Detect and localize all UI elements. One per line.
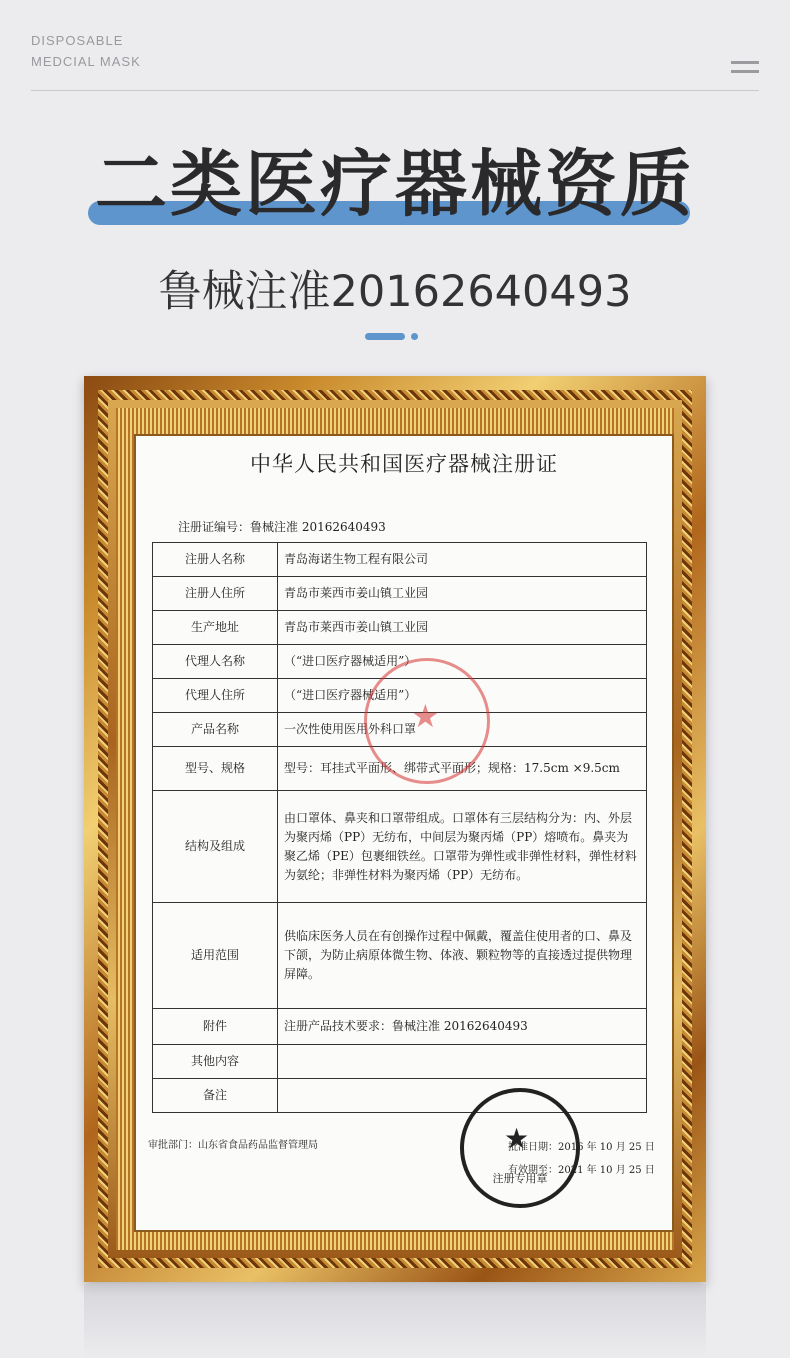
certificate-document: [134, 434, 674, 1232]
registration-subtitle: 鲁械注准20162640493: [158, 267, 632, 317]
row-key: 代理人住所: [153, 679, 278, 713]
row-key: 备注: [153, 1079, 278, 1113]
page-title: 二类医疗器械资质: [94, 142, 695, 226]
official-registration-seal: [460, 1088, 580, 1208]
row-value: 一次性使用医用外科口罩: [278, 713, 647, 747]
table-row: [153, 1079, 647, 1113]
row-value: 青岛市莱西市姜山镇工业园: [278, 577, 647, 611]
row-key: 代理人名称: [153, 645, 278, 679]
brand-line-1: DISPOSABLE: [31, 33, 124, 48]
row-value: 型号：耳挂式平面形、绑带式平面形；规格：17.5cm ×9.5cm: [278, 747, 647, 791]
seal-text: 注册专用章: [492, 1172, 548, 1185]
table-row: [153, 1045, 647, 1079]
valid-until-date: 有效期至：2021 年 10 月 25 日: [508, 1165, 655, 1176]
row-key: 注册人住所: [153, 577, 278, 611]
row-key: 产品名称: [153, 713, 278, 747]
brand-text: [31, 30, 141, 72]
row-value: 注册产品技术要求：鲁械注准 20162640493: [278, 1009, 647, 1045]
row-key: 注册人名称: [153, 543, 278, 577]
table-row: [153, 611, 647, 645]
certificate-title: 中华人民共和国医疗器械注册证: [250, 452, 558, 476]
row-key: 型号、规格: [153, 747, 278, 791]
row-key: 适用范围: [153, 903, 278, 1009]
registration-number: 注册证编号：鲁械注准 20162640493: [178, 520, 386, 534]
table-row: [153, 543, 647, 577]
row-value: 由口罩体、鼻夹和口罩带组成。口罩体有三层结构分为：内、外层为聚丙烯（PP）无纺布，中间层为聚丙烯（PP）熔喷布。鼻夹为聚乙烯（PE）包裹细铁丝。口罩带为弹性或非弹性材料，弹性材料为氨纶；非弹性材料为聚丙烯（PP）无纺布。: [278, 791, 647, 903]
row-value: （“进口医疗器械适用”）: [278, 679, 647, 713]
hamburger-menu-icon[interactable]: [731, 61, 759, 77]
row-key: 生产地址: [153, 611, 278, 645]
table-row: [153, 577, 647, 611]
row-value: 供临床医务人员在有创操作过程中佩戴，覆盖住使用者的口、鼻及下颌，为防止病原体微生物、体液、颗粒物等的直接透过提供物理屏障。: [278, 903, 647, 1009]
table-row: [153, 903, 647, 1009]
row-value: （“进口医疗器械适用”）: [278, 645, 647, 679]
brand-line-2: MEDCIAL MASK: [31, 54, 141, 69]
row-key: 结构及组成: [153, 791, 278, 903]
row-value: 青岛海诺生物工程有限公司: [278, 543, 647, 577]
row-value: [278, 1079, 647, 1113]
header-divider: [31, 90, 759, 91]
table-row: [153, 1009, 647, 1045]
row-value: [278, 1045, 647, 1079]
row-key: 其他内容: [153, 1045, 278, 1079]
approval-date: 批准日期：2016 年 10 月 25 日: [508, 1142, 655, 1153]
frame-reflection: [84, 1284, 706, 1358]
table-row: [153, 791, 647, 903]
certificate-table: [152, 542, 647, 1113]
row-key: 附件: [153, 1009, 278, 1045]
row-value: 青岛市莱西市姜山镇工业园: [278, 611, 647, 645]
approval-department: 审批部门：山东省食品药品监督管理局: [148, 1140, 318, 1151]
red-company-seal: [364, 658, 490, 784]
